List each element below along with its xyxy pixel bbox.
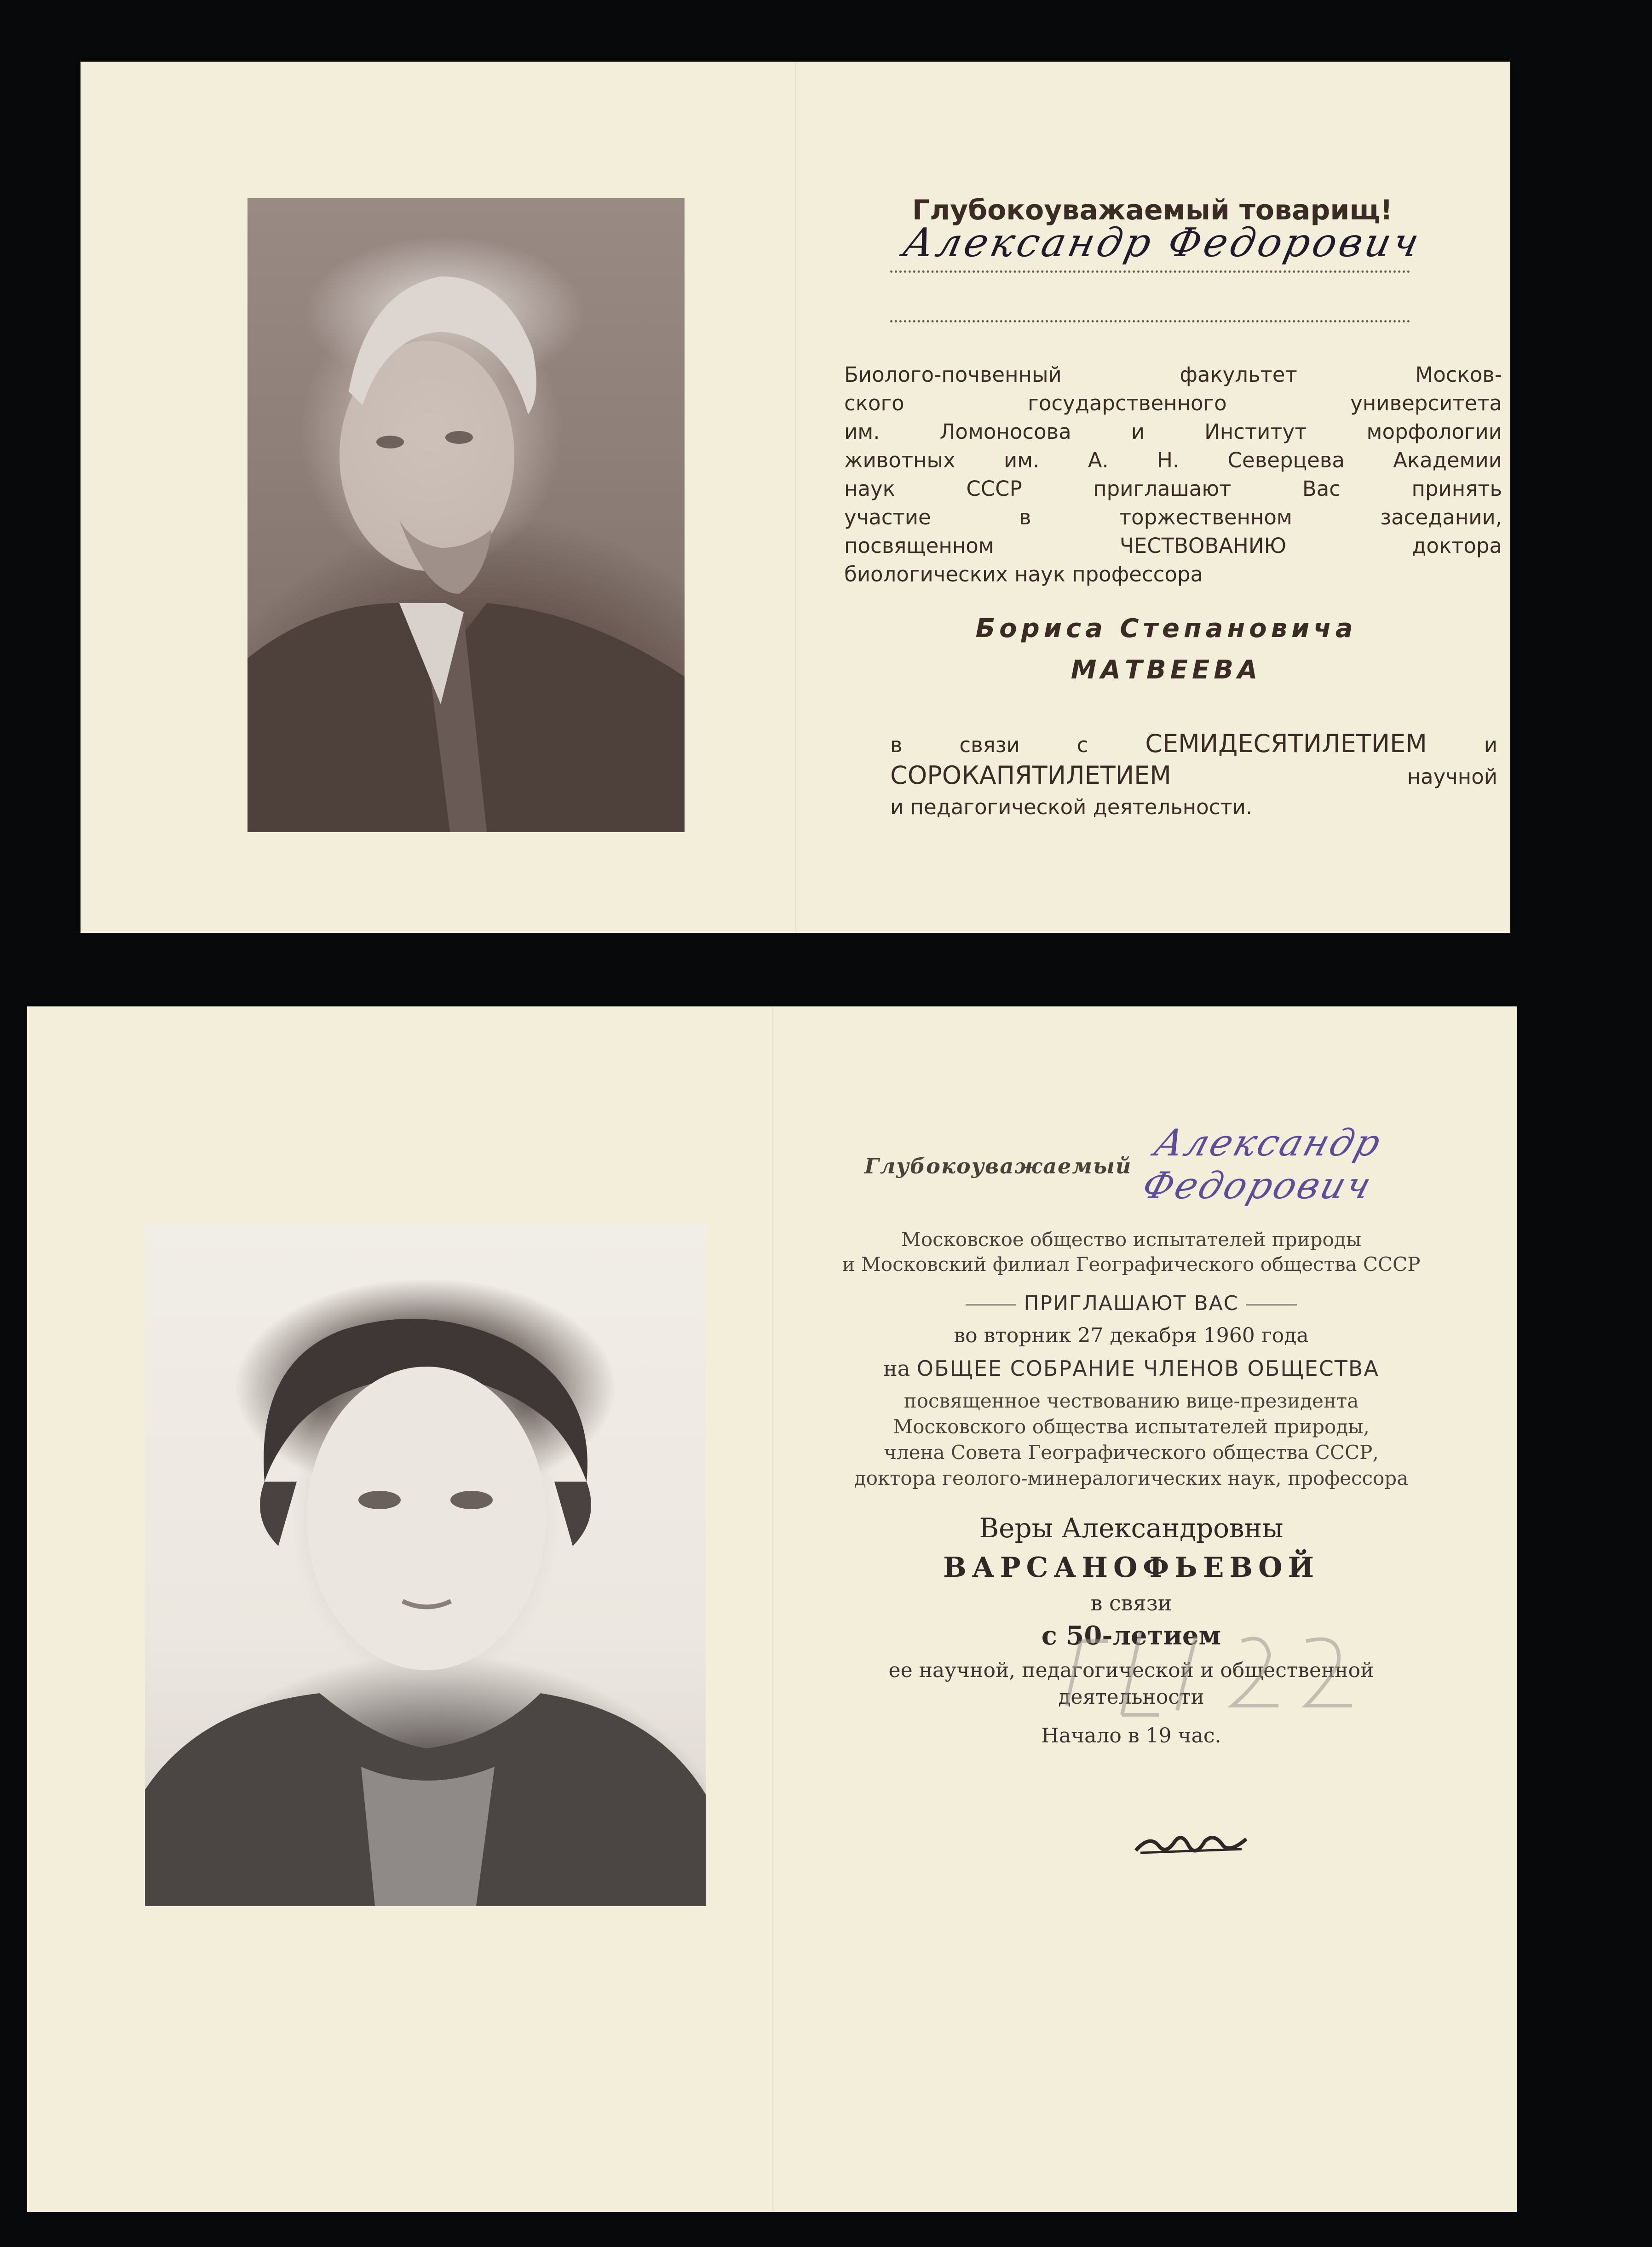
start-time: Начало в 19 час. [1041, 1724, 1221, 1747]
dedication-line: члена Совета Географического общества СССР, [884, 1441, 1379, 1464]
occasion-pre: в связи с [890, 733, 1088, 757]
activity-line-2: деятельности [1058, 1685, 1204, 1709]
occasion-scientific: научной [1407, 764, 1497, 789]
dedication-line: доктора геолого-минералогических наук, профессора [854, 1467, 1409, 1489]
invitation-body [844, 361, 1502, 589]
pencil-annotation [1048, 1614, 1398, 1733]
body-line: Биолого-почвенный факультет Москов- [844, 362, 1502, 387]
occasion-fortyfive: СОРОКАПЯТИЛЕТИЕМ [890, 761, 1171, 790]
greeting-heading: Глубокоуважаемый [864, 1154, 1132, 1178]
organizers [809, 1227, 1453, 1277]
occasion-and: и [1484, 733, 1497, 757]
portrait-image [145, 1224, 706, 1906]
activity-line-1: ее научной, педагогической и общественной [888, 1659, 1374, 1682]
body-line: ского государственного университета [844, 391, 1502, 415]
assembly-line [805, 1356, 1458, 1381]
body-line: биологических наук профессора [844, 562, 1203, 586]
occasion-line-3: и педагогической деятельности. [890, 795, 1253, 819]
occasion-line-1 [890, 729, 1497, 760]
invitation-card-matveev [81, 62, 1510, 933]
occasion-text [890, 729, 1497, 822]
addressee-line-2 [890, 320, 1410, 322]
honoree-name: Веры Александровны [979, 1512, 1284, 1544]
assembly-pre: на [883, 1356, 910, 1381]
portrait-photo-varsanofyeva [145, 1224, 706, 1906]
greeting-heading: Глубокоуважаемый товарищ! [912, 194, 1393, 226]
organizer-line-2: и Московский филиал Географического общества СССР [842, 1253, 1421, 1276]
dedication [805, 1388, 1458, 1491]
honoree-name: Бориса Степановича [975, 614, 1357, 644]
signature-scribble [1131, 1825, 1251, 1862]
dedication-line: Московского общества испытателей природы, [893, 1415, 1370, 1438]
organizer-line-1: Московское общество испытателей природы [901, 1228, 1362, 1251]
honoree-surname: ВАРСАНОФЬЕВОЙ [943, 1552, 1320, 1584]
body-line: участие в торжественном заседании, [844, 505, 1502, 529]
body-line: посвященном ЧЕСТВОВАНИЮ доктора [844, 534, 1502, 558]
handwritten-addressee: Александр Федорович [1137, 1121, 1387, 1207]
portrait-photo-matveev [248, 198, 685, 832]
body-line: животных им. А. Н. Северцева Академии [844, 448, 1502, 472]
invitation-card-varsanofyeva [27, 1006, 1517, 2212]
in-connection: в связи [1090, 1591, 1172, 1615]
handwritten-addressee: Александр Федорович [899, 220, 1426, 266]
anniversary: с 50-летием [1041, 1621, 1221, 1651]
body-line: наук СССР приглашают Вас принять [844, 477, 1502, 501]
dedication-line: посвященное чествованию вице-президента [904, 1390, 1359, 1412]
occasion-line-2 [890, 760, 1497, 792]
divider-left [966, 1304, 1016, 1305]
invite-label: ПРИГЛАШАЮТ ВАС [1024, 1292, 1239, 1315]
addressee-line [890, 270, 1410, 273]
divider-right [1246, 1304, 1297, 1305]
body-line: им. Ломоносова и Институт морфологии [844, 420, 1502, 444]
event-date: во вторник 27 декабря 1960 года [954, 1324, 1309, 1347]
invite-heading [878, 1292, 1384, 1315]
occasion-seventy: СЕМИДЕСЯТИЛЕТИЕМ [1145, 729, 1427, 758]
portrait-image [248, 198, 685, 832]
assembly-title: ОБЩЕЕ СОБРАНИЕ ЧЛЕНОВ ОБЩЕСТВА [916, 1356, 1379, 1381]
honoree-surname: МАТВЕЕВА [1071, 655, 1262, 685]
